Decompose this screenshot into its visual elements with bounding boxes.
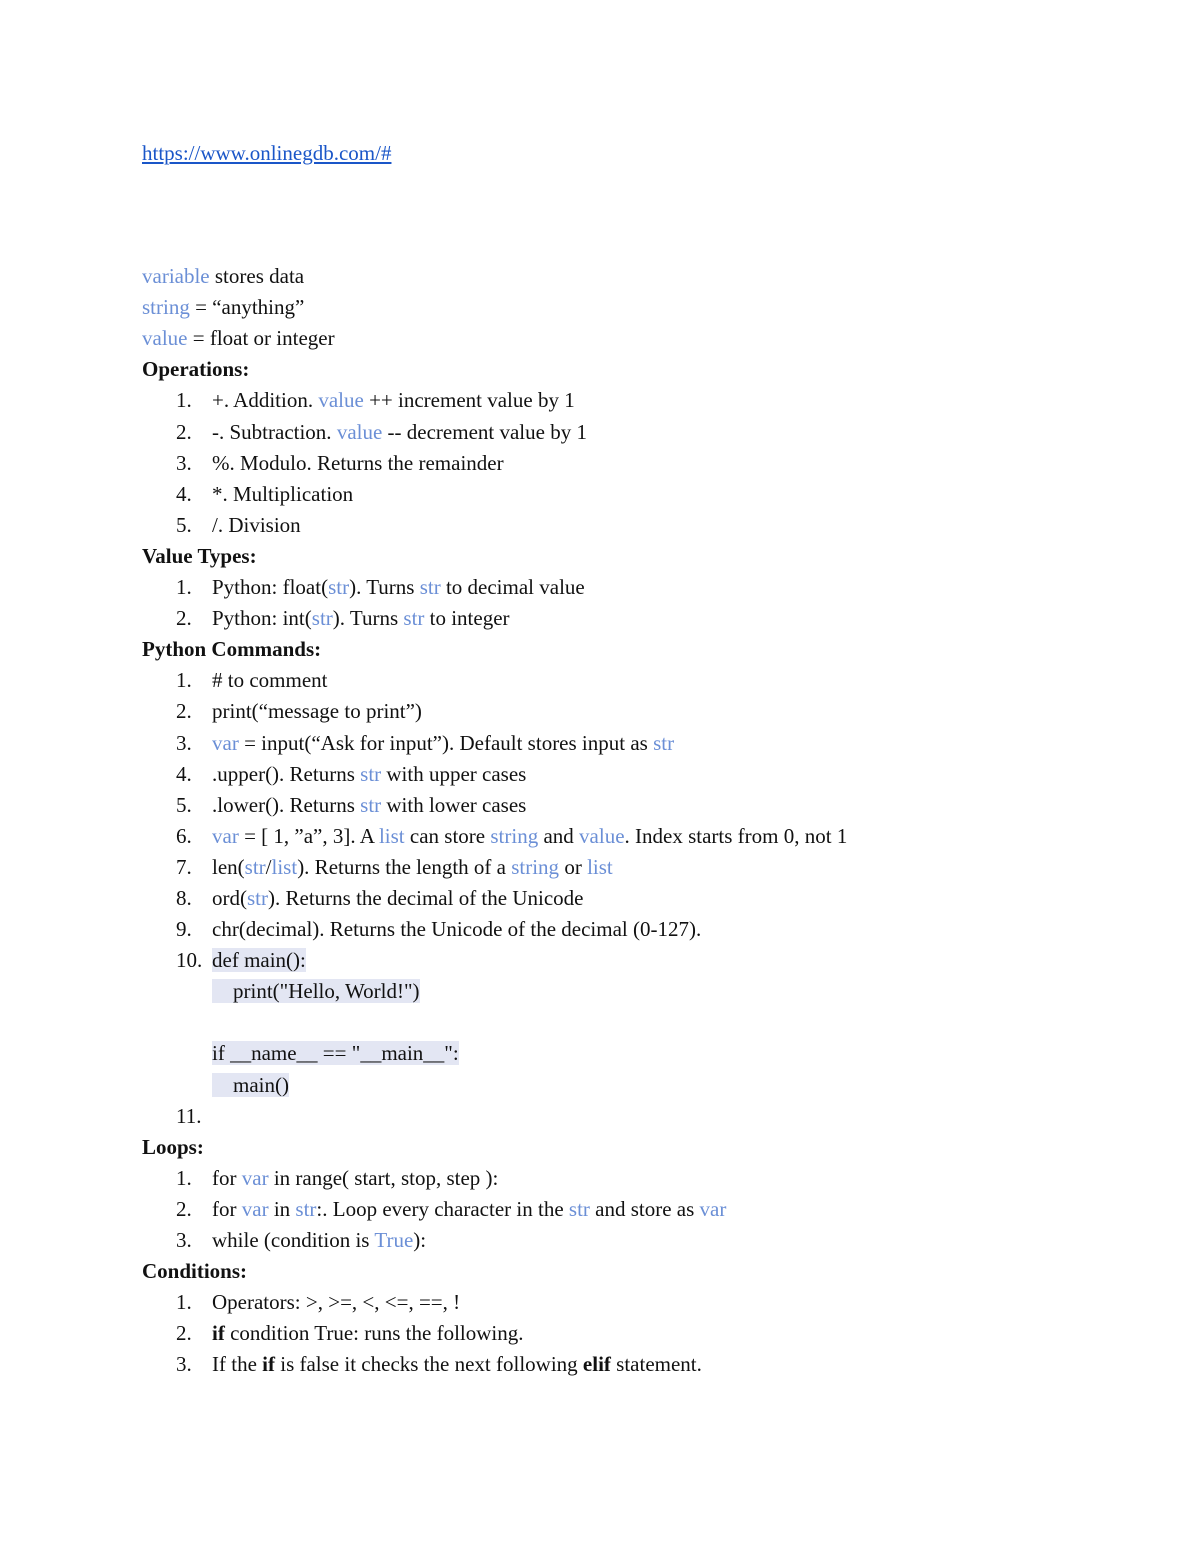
intro-variable (142, 261, 1102, 292)
list-item: 1. # to comment (176, 668, 328, 693)
heading-value-types: Value Types: (142, 543, 257, 568)
list-item: 5. .lower(). Returns str with lower cases (176, 792, 527, 817)
onlinegdb-link[interactable]: https://www.onlinegdb.com/# (142, 141, 392, 165)
list-item-code: 10. def main(): print("Hello, World!") if __name__ == "__main__": main() (176, 948, 459, 1097)
list-item: 1. Python: float(str). Turns str to decimal value (176, 575, 585, 600)
spacer (142, 169, 1102, 261)
code-line: def main(): (212, 948, 306, 973)
list-item: 3. If the if is false it checks the next following elif statement. (176, 1352, 702, 1377)
list-item: 2. if condition True: runs the following. (176, 1321, 524, 1346)
python-commands-list (142, 665, 1102, 1131)
list-item: 5. /. Division (176, 512, 301, 537)
list-item: 4. .upper(). Returns str with upper cases (176, 761, 527, 786)
list-item: 3. %. Modulo. Returns the remainder (176, 450, 504, 475)
list-item: 1. +. Addition. value ++ increment value by 1 (176, 388, 575, 413)
term-string: string (142, 295, 190, 320)
conditions-list (142, 1287, 1102, 1380)
list-item: 2. Python: int(str). Turns str to integer (176, 606, 510, 631)
value-types-list (142, 572, 1102, 634)
list-item: 3. var = input(“Ask for input”). Default stores input as str (176, 730, 675, 755)
term-value: value (142, 326, 188, 351)
intro-string-text: = “anything” (189, 295, 305, 320)
heading-operations: Operations: (142, 357, 250, 382)
intro-value (142, 323, 1102, 354)
list-item: 8. ord(str). Returns the decimal of the Unicode (176, 885, 584, 910)
list-item: 4. *. Multiplication (176, 481, 354, 506)
heading-python-commands: Python Commands: (142, 637, 322, 662)
operations-list (142, 385, 1102, 540)
loops-list (142, 1163, 1102, 1256)
list-item: 7. len(str/list). Returns the length of a string or list (176, 854, 613, 879)
code-line: if __name__ == "__main__": (212, 1041, 459, 1066)
intro-string (142, 292, 1102, 323)
code-line: print("Hello, World!") (212, 979, 420, 1004)
list-item: 3. while (condition is True): (176, 1228, 427, 1252)
list-item: 2. print(“message to print”) (176, 699, 422, 724)
list-item: 2. for var in str:. Loop every character in the str and store as var (176, 1196, 727, 1221)
code-line: main() (212, 1072, 289, 1097)
list-item: 9. chr(decimal). Returns the Unicode of the decimal (0-127). (176, 917, 702, 942)
reference-link-line (142, 138, 1102, 169)
heading-conditions: Conditions: (142, 1259, 248, 1284)
heading-loops: Loops: (142, 1134, 204, 1159)
document-page (142, 138, 1102, 1380)
list-item: 1. Operators: >, >=, <, <=, ==, ! (176, 1290, 461, 1315)
list-item: 1. for var in range( start, stop, step ): (176, 1165, 499, 1190)
intro-value-text: = float or integer (187, 326, 335, 351)
list-item: 2. -. Subtraction. value -- decrement value by 1 (176, 419, 587, 444)
list-item: 6. var = [ 1, ”a”, 3]. A list can store string and value. Index starts from 0, not 1 (176, 823, 848, 848)
term-variable: variable (142, 264, 210, 289)
intro-variable-text: stores data (209, 264, 305, 289)
list-item: 11. (176, 1103, 202, 1128)
